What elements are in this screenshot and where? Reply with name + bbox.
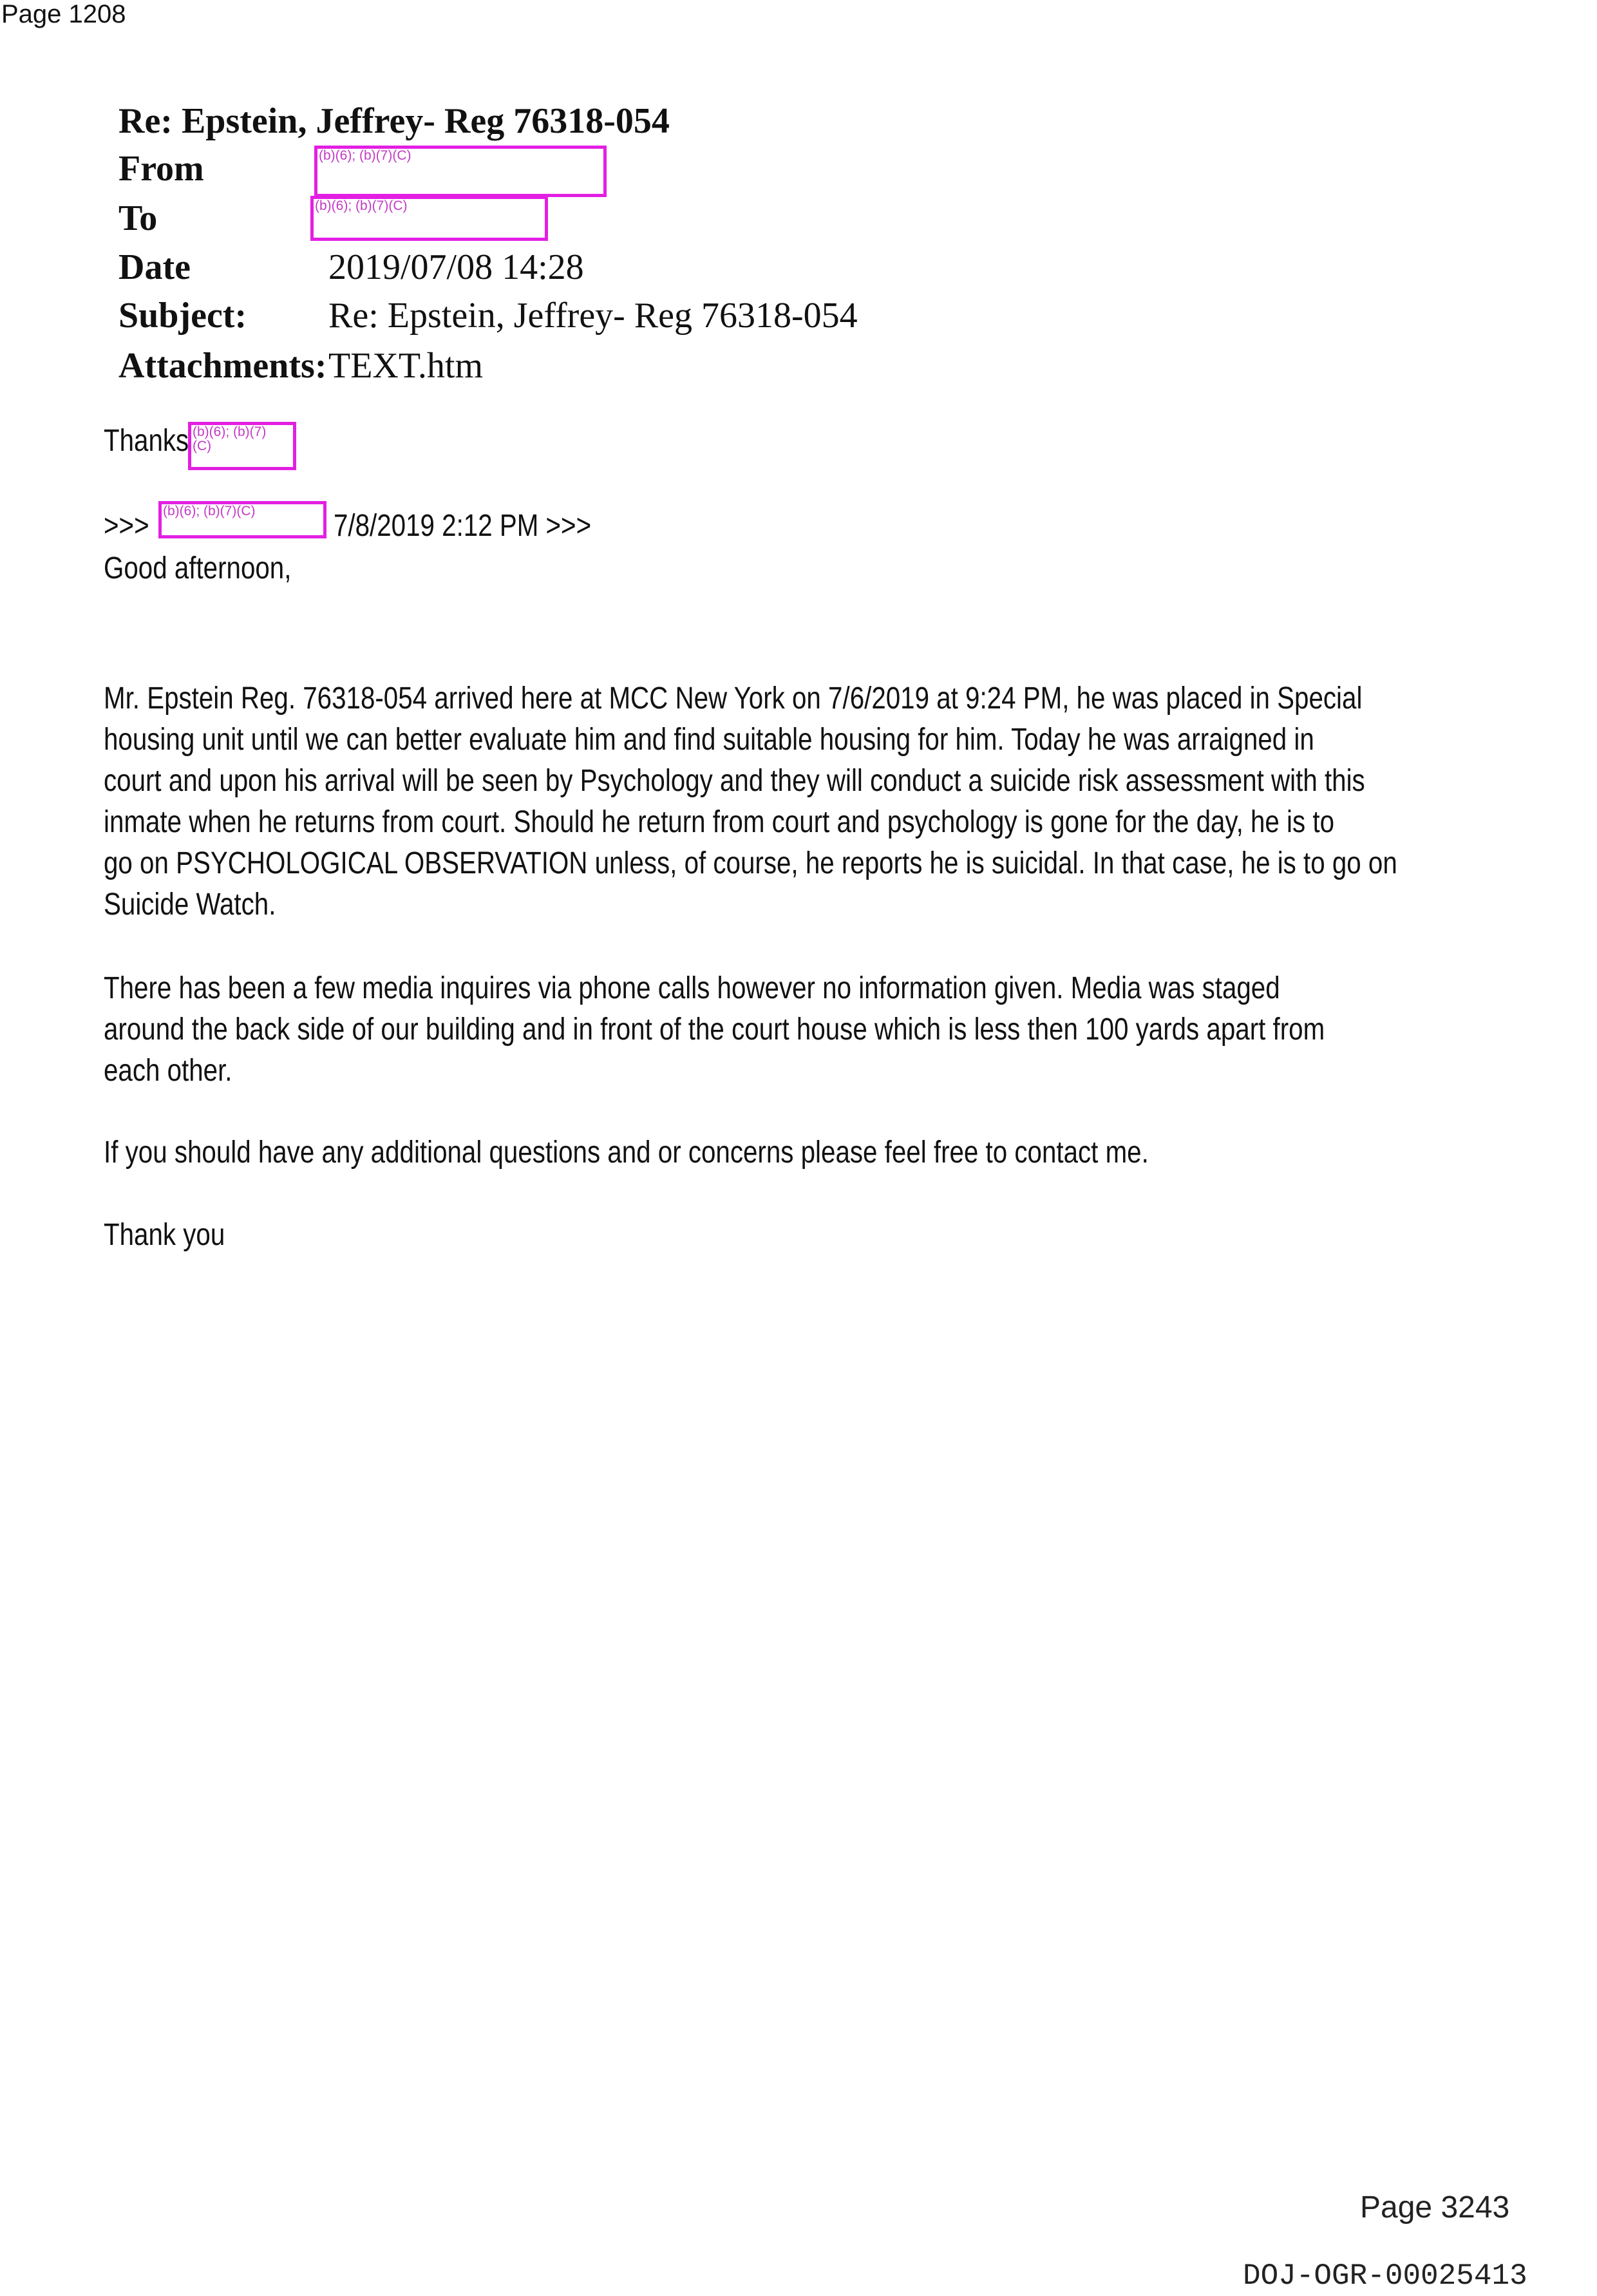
paragraph-line: around the back side of our building and in front of the court house which is less then 100 yards apart from [104,1012,1325,1047]
paragraph-line: There has been a few media inquires via phone calls however no information given. Media was staged [104,971,1280,1005]
paragraph-line: Suicide Watch. [104,887,276,922]
from-label: From [118,149,204,189]
redaction-code: (b)(6); (b)(7)(C) [315,198,408,213]
bates-number: DOJ-OGR-00025413 [1243,2259,1527,2293]
paragraph-line: Mr. Epstein Reg. 76318-054 arrived here at MCC New York on 7/6/2019 at 9:24 PM, he was placed in Special [104,681,1363,716]
subject-value: Re: Epstein, Jeffrey- Reg 76318-054 [328,296,858,336]
redaction-code: (b)(6); (b)(7)(C) [193,424,267,453]
paragraph-line: inmate when he returns from court. Should he return from court and psychology is gone for the day, he is to [104,805,1334,839]
redaction-code: (b)(6); (b)(7)(C) [163,504,256,518]
paragraph-line: each other. [104,1054,232,1088]
attachments-label: Attachments: [118,346,327,386]
quote-header: 7/8/2019 2:12 PM >>> [334,509,592,543]
page-number-bottom: Page 3243 [1360,2190,1510,2225]
date-value: 2019/07/08 14:28 [328,247,584,287]
closing: Thank you [104,1218,225,1252]
redaction-from [314,146,607,197]
attachment-link[interactable]: TEXT.htm [328,346,484,386]
paragraph-line: court and upon his arrival will be seen by Psychology and they will conduct a suicide risk assessment with this [104,764,1365,798]
page-number-top: Page 1208 [1,0,126,28]
paragraph-line: go on PSYCHOLOGICAL OBSERVATION unless, of course, he reports he is suicidal. In that case, he is to go on [104,846,1397,880]
redaction-to [310,196,548,241]
to-label: To [118,198,158,238]
redaction-signature [188,422,296,470]
quote-prefix: >>> [104,509,149,543]
thanks-text: Thanks [104,424,189,458]
subject-label: Subject: [118,296,247,336]
paragraph-media [104,968,1325,1092]
greeting: Good afternoon, [104,551,292,585]
redaction-quote-sender [158,501,326,538]
email-title: Re: Epstein, Jeffrey- Reg 76318-054 [118,101,670,141]
paragraph-arrival [104,678,1397,925]
redaction-code: (b)(6); (b)(7)(C) [319,148,411,163]
paragraph-contact: If you should have any additional questions and or concerns please feel free to contact me. [104,1135,1149,1170]
date-label: Date [118,247,191,287]
paragraph-line: housing unit until we can better evaluate him and find suitable housing for him. Today he was arraigned in [104,723,1314,757]
